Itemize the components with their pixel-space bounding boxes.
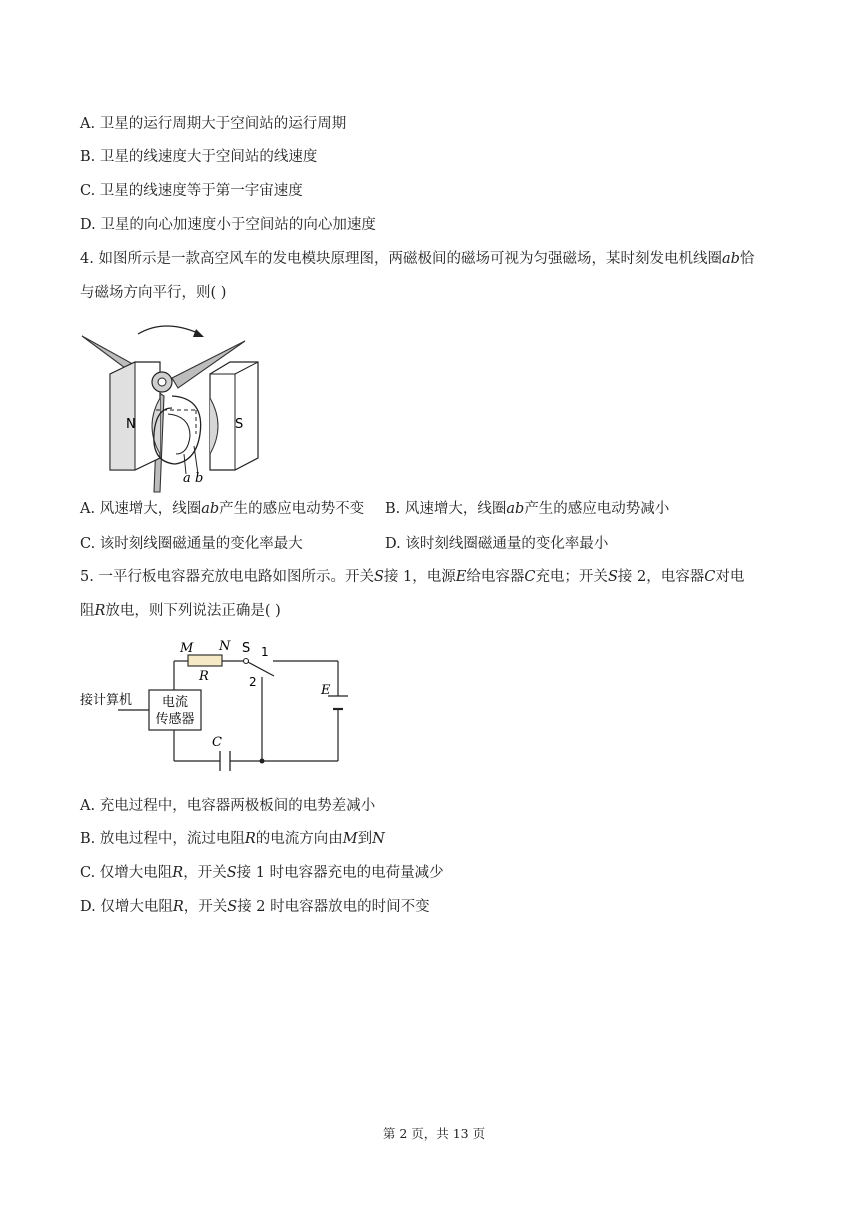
q4-stem-line1	[80, 249, 754, 269]
text-segment: C	[524, 569, 536, 585]
text-segment: S	[226, 865, 237, 881]
text-segment: 接 2 时电容器放电的时间不变	[237, 899, 430, 915]
coil-label-a: a	[183, 471, 191, 486]
q4-option-a-text: A. 风速增大，线圈	[80, 501, 202, 517]
page-footer: 第 2 页，共 13 页	[382, 1126, 486, 1141]
q4-option-b-text-end: 产生的感应电动势减小	[524, 501, 670, 517]
q4-option-a-var: ab	[201, 501, 220, 517]
q5-option-a	[80, 796, 375, 816]
label-e: E	[321, 683, 331, 698]
text-segment: 阻	[80, 603, 95, 619]
label-s: S	[242, 641, 251, 656]
text-segment: C	[704, 569, 716, 585]
q4-stem-line2: 与磁场方向平行，则( )	[80, 285, 227, 301]
label-r: R	[199, 669, 209, 684]
text-segment: 充电；开关	[535, 569, 608, 585]
text-segment: D. 仅增大电阻	[80, 899, 173, 915]
text-segment: ，开关	[183, 899, 228, 915]
text-segment: R	[172, 899, 184, 915]
q3-option-c: C. 卫星的线速度等于第一宇宙速度	[80, 183, 303, 199]
junction-dot	[260, 759, 265, 764]
label-n: N	[219, 639, 231, 654]
text-segment: 放电，则下列说法正确是( )	[105, 603, 281, 619]
sensor-label-line1: 电流	[161, 695, 189, 710]
q4-generator-figure	[80, 316, 270, 496]
text-segment: S	[373, 569, 384, 585]
text-segment: 的电流方向由	[255, 831, 343, 847]
text-segment: S	[227, 899, 238, 915]
q3-option-d: D. 卫星的向心加速度小于空间站的向心加速度	[80, 217, 376, 233]
text-segment: N	[372, 831, 385, 847]
q5-stem-line1	[80, 567, 744, 587]
q4-option-a-text-end: 产生的感应电动势不变	[219, 501, 365, 517]
text-segment: R	[172, 865, 184, 881]
q5-circuit-figure	[76, 634, 366, 780]
text-segment: S	[607, 569, 618, 585]
coil-label-b: b	[195, 471, 204, 486]
q4-option-d: D. 该时刻线圈磁通量的变化率最小	[385, 536, 609, 552]
text-segment: A. 充电过程中，电容器两极板间的电势差减小	[80, 798, 376, 814]
label-2: 2	[249, 675, 257, 689]
q3-option-b: B. 卫星的线速度大于空间站的线速度	[80, 149, 318, 165]
text-segment: B. 放电过程中，流过电阻	[80, 831, 245, 847]
q4-stem-text-end: 恰	[739, 251, 755, 267]
label-m: M	[180, 641, 194, 656]
q4-stem-text: 4. 如图所示是一款高空风车的发电模块原理图，两磁极间的磁场可视为匀强磁场，某时刻发电机线圈	[80, 251, 722, 267]
pole-n-label: N	[126, 417, 136, 432]
q4-option-c: C. 该时刻线圈磁通量的变化率最大	[80, 536, 303, 552]
text-segment: 5. 一平行板电容器充放电电路如图所示。开关	[80, 569, 374, 585]
text-segment: 接 2，电容器	[617, 569, 705, 585]
text-segment: R	[94, 603, 106, 619]
pole-s-label: S	[235, 417, 244, 432]
label-1: 1	[261, 645, 269, 659]
text-segment: 接 1 时电容器充电的电荷量减少	[236, 865, 444, 881]
text-segment: 到	[357, 831, 373, 847]
text-segment: 接 1，电源	[383, 569, 456, 585]
text-segment: ，开关	[183, 865, 227, 881]
text-segment: E	[455, 569, 467, 585]
q4-option-b-text: B. 风速增大，线圈	[385, 501, 507, 517]
text-segment: 给电容器	[466, 569, 525, 585]
q3-option-a: A. 卫星的运行周期大于空间站的运行周期	[80, 116, 347, 132]
rotation-arrow-icon	[138, 326, 200, 334]
q4-option-a	[80, 499, 364, 519]
text-segment: 对电	[715, 569, 745, 585]
resistor-r	[188, 655, 222, 666]
q4-option-b	[385, 499, 669, 519]
q5-stem-line2	[80, 601, 281, 621]
text-segment: M	[342, 831, 358, 847]
sensor-label-line2: 传感器	[155, 712, 195, 727]
q4-option-b-var: ab	[506, 501, 525, 517]
q4-stem-var: ab	[721, 251, 740, 267]
label-c: C	[212, 735, 222, 750]
text-segment: C. 仅增大电阻	[80, 865, 173, 881]
q5-option-d	[80, 897, 430, 917]
computer-label: 接计算机	[80, 693, 133, 708]
q5-option-b	[80, 829, 385, 849]
text-segment: R	[244, 831, 256, 847]
switch-s	[244, 659, 249, 664]
q5-option-c	[80, 863, 444, 883]
